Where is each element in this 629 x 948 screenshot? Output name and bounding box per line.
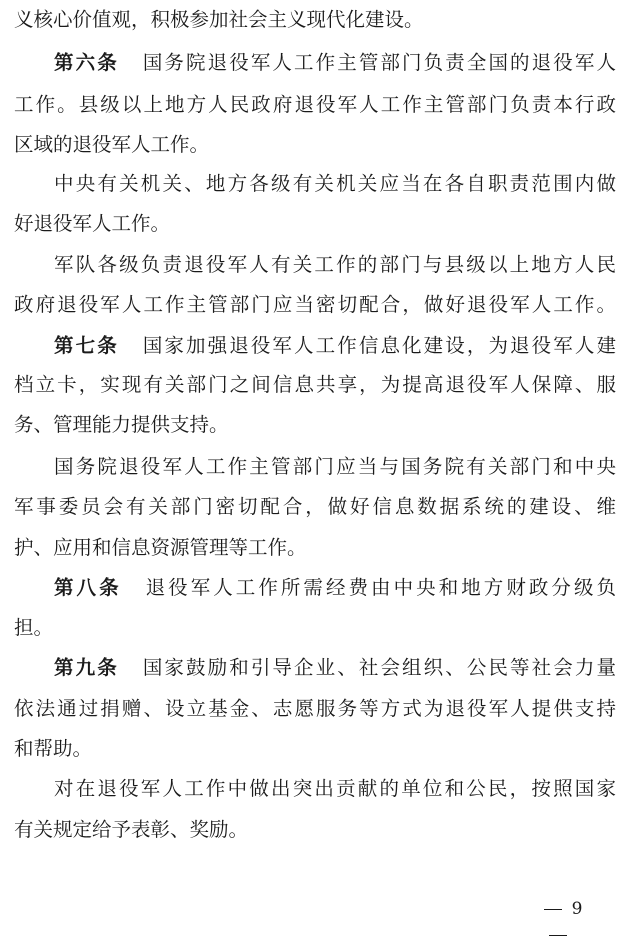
line-text: 务、管理能力提供支持。 [14, 413, 229, 436]
line-text: 国家加强退役军人工作信息化建设，为退役军人建 [142, 334, 616, 357]
text-line [14, 694, 616, 724]
line-text: 国家鼓励和引导企业、社会组织、公民等社会力量 [142, 656, 616, 679]
line-text: 对在退役军人工作中做出突出贡献的单位和公民，按照国家 [54, 777, 616, 800]
article-6-heading-line [14, 48, 616, 78]
article-title: 第九条 [54, 656, 119, 679]
text-line [14, 169, 616, 199]
text-line [14, 613, 616, 643]
dash-left [544, 909, 562, 910]
text-line [14, 290, 616, 320]
text-line [14, 370, 616, 400]
line-text: 国务院退役军人工作主管部门应当与国务院有关部门和中央 [54, 455, 616, 478]
line-text: 退役军人工作所需经费由中央和地方财政分级负 [145, 576, 616, 599]
text-line [14, 774, 616, 804]
text-line [14, 250, 616, 280]
article-title: 第八条 [54, 576, 122, 599]
article-8-heading-line [14, 573, 616, 603]
line-text: 档立卡，实现有关部门之间信息共享，为提高退役军人保障、服 [14, 373, 616, 396]
page-number [518, 896, 598, 922]
article-title: 第七条 [54, 334, 119, 357]
text-line [14, 452, 616, 482]
line-text: 政府退役军人工作主管部门应当密切配合，做好退役军人工作。 [14, 293, 616, 316]
line-text: 担。 [14, 616, 54, 639]
text-line [14, 734, 616, 764]
article-7-heading-line [14, 331, 616, 361]
line-text: 军事委员会有关部门密切配合，做好信息数据系统的建设、维 [14, 495, 616, 518]
line-text: 护、应用和信息资源管理等工作。 [14, 536, 307, 559]
line-text: 军队各级负责退役军人有关工作的部门与县级以上地方人民 [54, 253, 616, 276]
text-line [14, 5, 616, 35]
text-line [14, 533, 616, 563]
text-line [14, 492, 616, 522]
line-text: 工作。县级以上地方人民政府退役军人工作主管部门负责本行政 [14, 93, 616, 116]
article-9-heading-line [14, 653, 616, 683]
line-text: 义核心价值观，积极参加社会主义现代化建设。 [14, 8, 424, 31]
article-title: 第六条 [54, 51, 119, 74]
line-text: 有关规定给予表彰、奖励。 [14, 818, 249, 841]
line-text: 依法通过捐赠、设立基金、志愿服务等方式为退役军人提供支持 [14, 697, 616, 720]
line-text: 中央有关机关、地方各级有关机关应当在各自职责范围内做 [54, 172, 616, 195]
page-number-value: 9 [571, 899, 583, 919]
text-line [14, 815, 616, 845]
dash-right [549, 935, 567, 936]
line-text: 好退役军人工作。 [14, 212, 171, 235]
line-text: 国务院退役军人工作主管部门负责全国的退役军人 [142, 51, 616, 74]
text-line [14, 130, 616, 160]
text-line [14, 90, 616, 120]
line-text: 和帮助。 [14, 737, 93, 760]
text-line [14, 410, 616, 440]
line-text: 区域的退役军人工作。 [14, 133, 210, 156]
text-line [14, 209, 616, 239]
